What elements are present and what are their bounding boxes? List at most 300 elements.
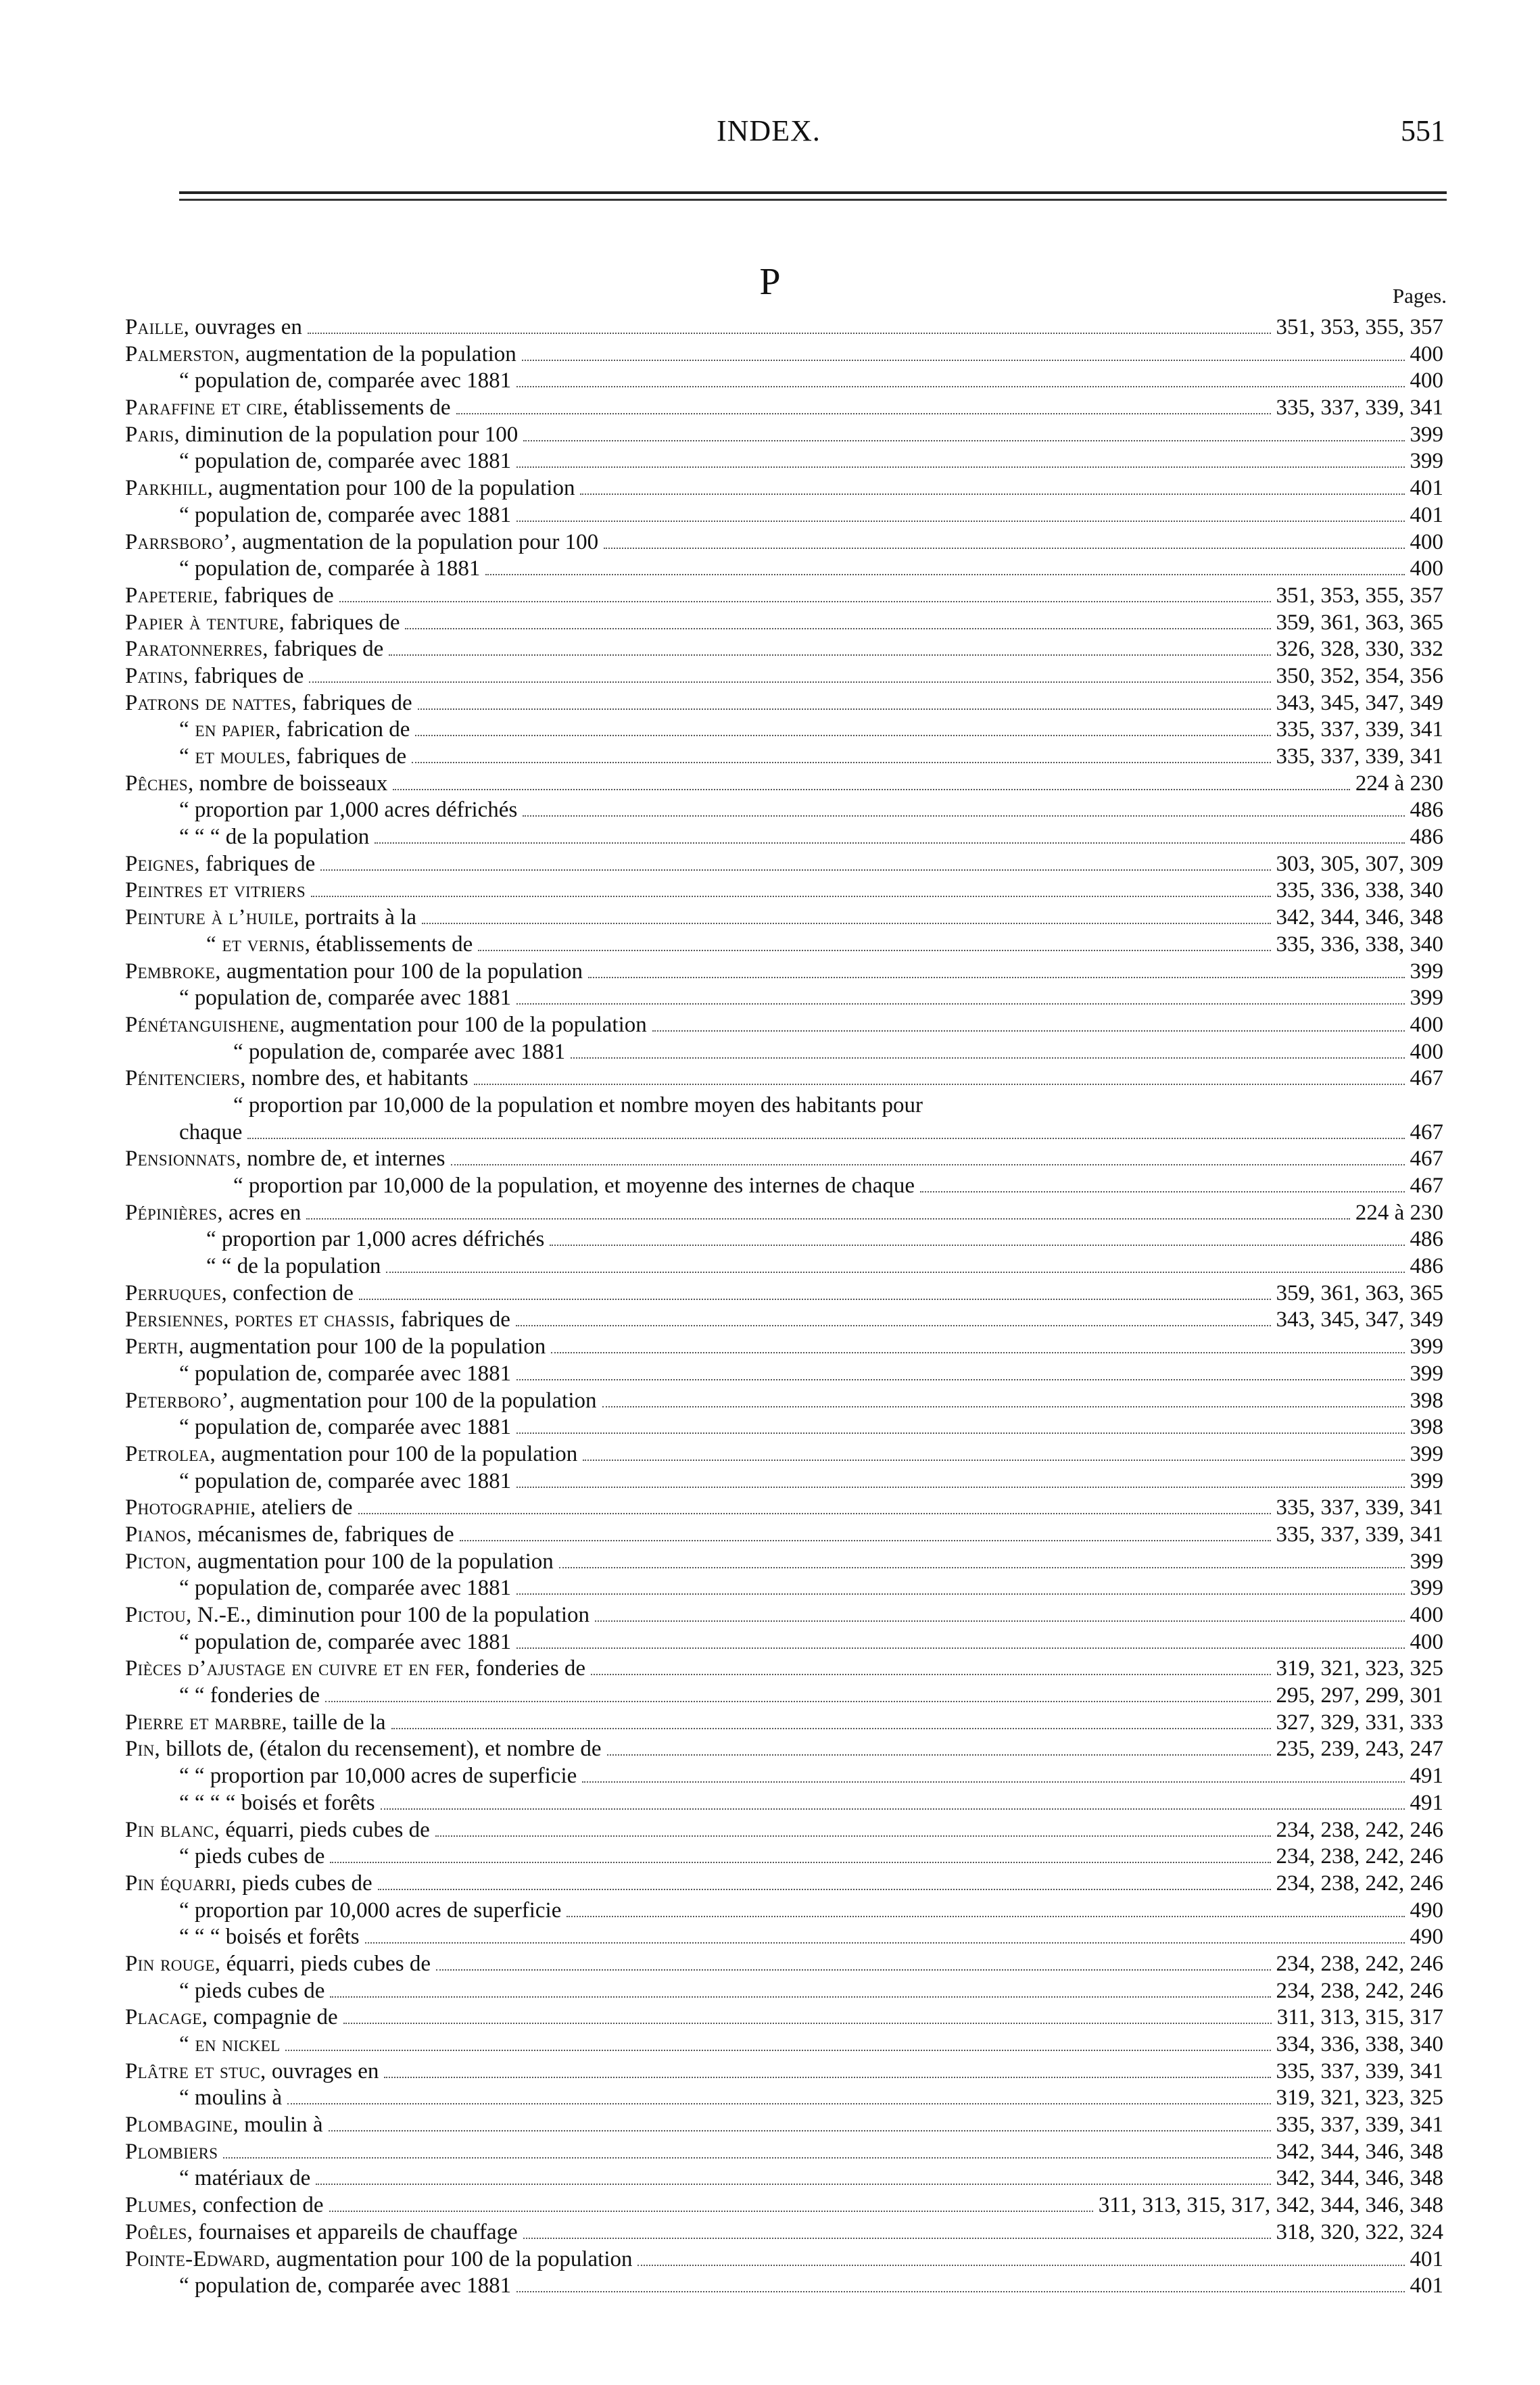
entry-pages: 399 bbox=[1410, 986, 1443, 1011]
dot-leader bbox=[516, 386, 1404, 387]
entry-heading: “ et vernis, bbox=[206, 932, 311, 957]
entry-text: “ population de, comparée avec 1881 bbox=[179, 449, 512, 474]
pages-column-label: Pages. bbox=[1392, 284, 1447, 308]
entry-pages: 234, 238, 242, 246 bbox=[1276, 1871, 1443, 1896]
index-entry bbox=[125, 1173, 1443, 1200]
entry-text: taille de la bbox=[293, 1710, 386, 1735]
index-entry bbox=[125, 1253, 1443, 1280]
index-entry bbox=[125, 2139, 1443, 2166]
index-entry bbox=[125, 1334, 1443, 1361]
entry-heading: Pêches, bbox=[125, 771, 194, 796]
index-entry bbox=[125, 985, 1443, 1012]
index-entry bbox=[125, 690, 1443, 717]
entry-pages: 335, 336, 338, 340 bbox=[1276, 932, 1443, 957]
entry-text: fournaises et appareils de chauffage bbox=[198, 2219, 518, 2244]
entry-heading: Placage, bbox=[125, 2005, 208, 2030]
dot-leader bbox=[418, 708, 1271, 710]
entry-pages: 467 bbox=[1410, 1147, 1443, 1172]
dot-leader bbox=[588, 977, 1405, 978]
page-title: INDEX. bbox=[717, 114, 821, 147]
entry-text: “ population de, comparée avec 1881 bbox=[179, 2273, 512, 2298]
entry-pages: 335, 337, 339, 341 bbox=[1276, 2113, 1443, 2138]
entry-heading: Peignes, bbox=[125, 851, 200, 876]
entry-text: augmentation de la population bbox=[245, 341, 516, 366]
index-entry bbox=[125, 824, 1443, 851]
entry-heading: Pensionnats, bbox=[125, 1147, 242, 1172]
index-entry bbox=[125, 1226, 1443, 1253]
index-entry bbox=[125, 1119, 1443, 1147]
entry-heading: Pianos, bbox=[125, 1522, 192, 1547]
entry-heading: Picton, bbox=[125, 1549, 192, 1574]
entry-heading: Paris, bbox=[125, 422, 180, 447]
entry-pages: 335, 337, 339, 341 bbox=[1276, 1522, 1443, 1547]
entry-pages: 334, 336, 338, 340 bbox=[1276, 2032, 1443, 2056]
entry-heading: Poêles, bbox=[125, 2219, 193, 2244]
entry-heading: Plombiers bbox=[125, 2139, 218, 2164]
entry-heading: Paraffine et cire, bbox=[125, 395, 289, 420]
entry-text: acres en bbox=[228, 1200, 302, 1225]
entry-pages: 399 bbox=[1410, 959, 1443, 984]
entry-text: portraits à la bbox=[305, 905, 416, 930]
entry-pages: 335, 337, 339, 341 bbox=[1276, 1495, 1443, 1520]
index-entry bbox=[125, 1092, 1443, 1119]
dot-leader bbox=[559, 1567, 1405, 1568]
entry-text: fabrication de bbox=[287, 717, 410, 742]
entry-heading: “ et moules, bbox=[179, 744, 291, 769]
entry-text: fabriques de bbox=[206, 851, 316, 876]
dot-leader bbox=[359, 1299, 1271, 1300]
entry-pages: 335, 336, 338, 340 bbox=[1276, 878, 1443, 903]
entry-pages: 335, 337, 339, 341 bbox=[1276, 395, 1443, 420]
entry-text: billots de, (étalon du recensement), et nombre de bbox=[166, 1737, 602, 1762]
index-entry bbox=[125, 1763, 1443, 1790]
dot-leader bbox=[381, 1808, 1405, 1810]
entry-heading: Papeterie, bbox=[125, 583, 219, 608]
entry-heading: Peintres et vitriers bbox=[125, 878, 306, 903]
dot-leader bbox=[311, 896, 1270, 897]
entry-pages: 399 bbox=[1410, 1576, 1443, 1601]
dot-leader bbox=[485, 574, 1404, 575]
index-entry bbox=[125, 717, 1443, 744]
index-entry bbox=[125, 2004, 1443, 2031]
index-entry bbox=[125, 1361, 1443, 1388]
entry-pages: 399 bbox=[1410, 1549, 1443, 1574]
entry-pages: 342, 344, 346, 348 bbox=[1276, 2139, 1443, 2164]
index-entry bbox=[125, 395, 1443, 422]
entry-text: “ moulins à bbox=[179, 2086, 283, 2111]
index-entry bbox=[125, 1790, 1443, 1817]
entry-heading: Perth, bbox=[125, 1334, 185, 1359]
entry-text: “ proportion par 10,000 de la population et nombre moyen des habitants pour bbox=[233, 1092, 923, 1117]
dot-leader bbox=[516, 1325, 1271, 1326]
index-entry bbox=[125, 1549, 1443, 1576]
index-entry bbox=[125, 610, 1443, 637]
entry-text: “ “ de la population bbox=[206, 1254, 381, 1279]
entry-text: “ “ “ de la population bbox=[179, 825, 370, 850]
entry-text: “ population de, comparée avec 1881 bbox=[233, 1039, 566, 1064]
entry-pages: 224 à 230 bbox=[1355, 771, 1443, 796]
entry-text: nombre de, et internes bbox=[247, 1147, 446, 1172]
index-entry bbox=[125, 1844, 1443, 1871]
dot-leader bbox=[330, 1996, 1270, 1998]
entry-heading: Perruques, bbox=[125, 1280, 228, 1305]
dot-leader bbox=[412, 762, 1270, 763]
entry-pages: 234, 238, 242, 246 bbox=[1276, 1817, 1443, 1842]
entry-text: augmentation pour 100 de la population bbox=[276, 2246, 633, 2271]
entry-text: pieds cubes de bbox=[242, 1871, 372, 1896]
entry-pages: 335, 337, 339, 341 bbox=[1276, 2058, 1443, 2083]
dot-leader bbox=[436, 1969, 1271, 1971]
index-entry bbox=[125, 2273, 1443, 2300]
index-entry bbox=[125, 1065, 1443, 1092]
entry-heading: Patrons de nattes, bbox=[125, 690, 297, 715]
entry-pages: 342, 344, 346, 348 bbox=[1276, 905, 1443, 930]
dot-leader bbox=[391, 1728, 1271, 1729]
dot-leader bbox=[595, 1620, 1405, 1622]
entry-heading: Pin blanc, bbox=[125, 1817, 220, 1842]
entry-pages: 351, 353, 355, 357 bbox=[1276, 315, 1443, 339]
entry-pages: 311, 313, 315, 317, 342, 344, 346, 348 bbox=[1098, 2193, 1443, 2218]
entry-text: diminution de la population pour 100 bbox=[185, 422, 519, 447]
entry-text: augmentation pour 100 de la population bbox=[226, 959, 583, 984]
entry-text: nombre des, et habitants bbox=[251, 1066, 468, 1091]
entry-heading: Pointe-Edward, bbox=[125, 2246, 271, 2271]
entry-heading: Palmerston, bbox=[125, 341, 241, 366]
entry-heading: Pépinières, bbox=[125, 1200, 223, 1225]
entry-pages: 491 bbox=[1410, 1790, 1443, 1815]
entry-text: fabriques de bbox=[290, 610, 400, 635]
entry-heading: Photographie, bbox=[125, 1495, 256, 1520]
entry-text: “ population de, comparée à 1881 bbox=[179, 556, 481, 581]
index-entry bbox=[125, 1951, 1443, 1978]
entry-pages: 401 bbox=[1410, 476, 1443, 501]
dot-leader bbox=[384, 2077, 1270, 2078]
entry-heading: Pictou, bbox=[125, 1603, 192, 1627]
dot-leader bbox=[456, 413, 1271, 414]
entry-heading: Pembroke, bbox=[125, 959, 221, 984]
entry-pages: 351, 353, 355, 357 bbox=[1276, 583, 1443, 608]
entry-pages: 400 bbox=[1410, 1603, 1443, 1627]
entry-text: N.-E., diminution pour 100 de la population bbox=[197, 1603, 589, 1627]
dot-leader bbox=[637, 2265, 1404, 2266]
dot-leader bbox=[583, 1460, 1404, 1461]
section-letter: P bbox=[759, 261, 781, 303]
index-entry bbox=[125, 1441, 1443, 1468]
entry-pages: 319, 321, 323, 325 bbox=[1276, 1656, 1443, 1681]
index-entry bbox=[125, 475, 1443, 502]
dot-leader bbox=[415, 735, 1270, 736]
dot-leader bbox=[523, 440, 1404, 441]
entry-pages: 235, 239, 243, 247 bbox=[1276, 1737, 1443, 1762]
index-entry bbox=[125, 771, 1443, 798]
dot-leader bbox=[516, 1647, 1404, 1649]
index-entry bbox=[125, 1602, 1443, 1629]
entry-text: confection de bbox=[202, 2193, 324, 2218]
entry-pages: 234, 238, 242, 246 bbox=[1276, 1844, 1443, 1869]
entry-text: augmentation pour 100 de la population bbox=[189, 1334, 546, 1359]
entry-text: fabriques de bbox=[296, 744, 407, 769]
index-entry bbox=[125, 1012, 1443, 1039]
entry-text: fabriques de bbox=[194, 663, 304, 688]
entry-text: nombre de boisseaux bbox=[199, 771, 388, 796]
index-entry bbox=[125, 368, 1443, 395]
dot-leader bbox=[308, 333, 1271, 334]
dot-leader bbox=[516, 1379, 1404, 1380]
entry-heading: Plumes, bbox=[125, 2193, 197, 2218]
dot-leader bbox=[607, 1754, 1271, 1756]
entry-pages: 342, 344, 346, 348 bbox=[1276, 2166, 1443, 2191]
entry-pages: 398 bbox=[1410, 1415, 1443, 1440]
header-rule bbox=[179, 199, 1447, 201]
dot-leader bbox=[339, 601, 1271, 602]
entry-heading: Petrolea, bbox=[125, 1441, 216, 1466]
entry-pages: 400 bbox=[1410, 1039, 1443, 1064]
entry-text: moulin à bbox=[244, 2113, 323, 2138]
page-number: 551 bbox=[1401, 114, 1445, 147]
entry-text: “ population de, comparée avec 1881 bbox=[179, 1415, 512, 1440]
entry-pages: 311, 313, 315, 317 bbox=[1276, 2005, 1443, 2030]
entry-text: augmentation pour 100 de la population bbox=[240, 1388, 597, 1413]
entry-text: augmentation pour 100 de la population bbox=[221, 1441, 578, 1466]
entry-text: “ “ proportion par 10,000 acres de superficie bbox=[179, 1764, 577, 1789]
dot-leader bbox=[435, 1835, 1271, 1837]
entry-text: équarri, pieds cubes de bbox=[225, 1817, 430, 1842]
entry-pages: 399 bbox=[1410, 422, 1443, 447]
entry-heading: Pénétanguishene, bbox=[125, 1012, 285, 1037]
dot-leader bbox=[523, 2238, 1271, 2239]
dot-leader bbox=[405, 628, 1270, 629]
entry-pages: 400 bbox=[1410, 341, 1443, 366]
dot-leader bbox=[223, 2157, 1270, 2159]
entry-heading: Plombagine, bbox=[125, 2113, 239, 2138]
entry-heading: Peterboro’, bbox=[125, 1388, 235, 1413]
entry-pages: 490 bbox=[1410, 1925, 1443, 1950]
dot-leader bbox=[478, 950, 1270, 951]
index-entry bbox=[125, 1414, 1443, 1441]
index-entry bbox=[125, 422, 1443, 449]
dot-leader bbox=[375, 842, 1404, 844]
entry-heading: Pin équarri, bbox=[125, 1871, 237, 1896]
dot-leader bbox=[460, 1540, 1271, 1541]
dot-leader bbox=[343, 2023, 1272, 2024]
index-entry bbox=[125, 663, 1443, 690]
entry-pages: 491 bbox=[1410, 1764, 1443, 1789]
entry-text: mécanismes de, fabriques de bbox=[197, 1522, 454, 1547]
dot-leader bbox=[358, 1513, 1271, 1514]
index-entry bbox=[125, 502, 1443, 529]
entry-text: fabriques de bbox=[302, 690, 412, 715]
entry-pages: 399 bbox=[1410, 1441, 1443, 1466]
index-entry bbox=[125, 797, 1443, 824]
dot-leader bbox=[330, 1862, 1270, 1863]
index-entry bbox=[125, 1280, 1443, 1307]
entry-heading: Patins, bbox=[125, 663, 189, 688]
entry-text: fonderies de bbox=[475, 1656, 586, 1681]
entry-text: fabriques de bbox=[400, 1307, 510, 1332]
dot-leader bbox=[516, 1593, 1404, 1595]
dot-leader bbox=[567, 1916, 1404, 1917]
dot-leader bbox=[523, 815, 1404, 817]
index-entry bbox=[125, 1495, 1443, 1522]
index-entry bbox=[125, 2112, 1443, 2139]
entry-text: fabriques de bbox=[224, 583, 334, 608]
dot-leader bbox=[652, 1030, 1405, 1032]
entry-pages: 486 bbox=[1410, 825, 1443, 850]
index-entry bbox=[125, 448, 1443, 475]
entry-text: établissements de bbox=[293, 395, 451, 420]
index-entries bbox=[125, 314, 1443, 2300]
dot-leader bbox=[316, 2184, 1270, 2185]
index-entry bbox=[125, 2058, 1443, 2086]
entry-pages: 400 bbox=[1410, 1012, 1443, 1037]
index-entry bbox=[125, 1656, 1443, 1683]
index-entry bbox=[125, 1146, 1443, 1173]
index-entry bbox=[125, 2219, 1443, 2246]
dot-leader bbox=[516, 2291, 1404, 2292]
header-rule bbox=[179, 191, 1447, 194]
entry-pages: 401 bbox=[1410, 2246, 1443, 2271]
entry-text: fabriques de bbox=[274, 637, 384, 662]
entry-pages: 400 bbox=[1410, 368, 1443, 393]
entry-heading: “ en papier, bbox=[179, 717, 281, 742]
entry-text: compagnie de bbox=[213, 2005, 338, 2030]
index-entry bbox=[125, 636, 1443, 663]
entry-pages: 398 bbox=[1410, 1388, 1443, 1413]
dot-leader bbox=[422, 923, 1271, 924]
entry-pages: 359, 361, 363, 365 bbox=[1276, 1280, 1443, 1305]
entry-text: augmentation pour 100 de la population bbox=[290, 1012, 647, 1037]
index-entry bbox=[125, 1200, 1443, 1227]
entry-pages: 327, 329, 331, 333 bbox=[1276, 1710, 1443, 1735]
entry-pages: 234, 238, 242, 246 bbox=[1276, 1951, 1443, 1976]
dot-leader bbox=[320, 869, 1270, 871]
dot-leader bbox=[451, 1164, 1405, 1165]
index-entry bbox=[125, 1924, 1443, 1951]
entry-pages: 399 bbox=[1410, 1361, 1443, 1386]
entry-pages: 335, 337, 339, 341 bbox=[1276, 744, 1443, 769]
entry-pages: 467 bbox=[1410, 1066, 1443, 1091]
entry-heading: Papier à tenture, bbox=[125, 610, 285, 635]
dot-leader bbox=[393, 789, 1349, 790]
entry-text: ouvrages en bbox=[195, 315, 302, 339]
index-entry bbox=[125, 1629, 1443, 1656]
entry-text: “ proportion par 1,000 acres défrichés bbox=[179, 798, 518, 823]
entry-pages: 400 bbox=[1410, 556, 1443, 581]
dot-leader bbox=[516, 521, 1404, 522]
entry-text: “ proportion par 10,000 de la population, et moyenne des internes de chaque bbox=[233, 1174, 915, 1198]
entry-heading: Plâtre et stuc, bbox=[125, 2058, 266, 2083]
entry-pages: 401 bbox=[1410, 502, 1443, 527]
dot-leader bbox=[309, 681, 1270, 683]
entry-text: “ “ “ “ boisés et forêts bbox=[179, 1790, 375, 1815]
index-entry bbox=[125, 2246, 1443, 2273]
entry-heading: Pin rouge, bbox=[125, 1951, 221, 1976]
dot-leader bbox=[378, 1889, 1271, 1890]
index-entry bbox=[125, 556, 1443, 583]
entry-heading: Parrsboro’, bbox=[125, 529, 237, 554]
entry-pages: 486 bbox=[1410, 1227, 1443, 1252]
entry-pages: 486 bbox=[1410, 1254, 1443, 1279]
dot-leader bbox=[516, 1003, 1404, 1005]
entry-pages: 319, 321, 323, 325 bbox=[1276, 2086, 1443, 2111]
entry-text: augmentation de la population pour 100 bbox=[242, 529, 599, 554]
dot-leader bbox=[516, 1432, 1404, 1434]
entry-text: ouvrages en bbox=[271, 2058, 379, 2083]
entry-heading: Paratonnerres, bbox=[125, 637, 268, 662]
dot-leader bbox=[582, 1781, 1404, 1783]
entry-text: “ pieds cubes de bbox=[179, 1844, 325, 1869]
entry-pages: 490 bbox=[1410, 1898, 1443, 1923]
entry-pages: 303, 305, 307, 309 bbox=[1276, 851, 1443, 876]
entry-heading: Pin, bbox=[125, 1737, 161, 1762]
index-entry bbox=[125, 1307, 1443, 1334]
index-entry bbox=[125, 2031, 1443, 2058]
dot-leader bbox=[580, 493, 1404, 495]
entry-pages: 224 à 230 bbox=[1355, 1200, 1443, 1225]
index-entry bbox=[125, 1388, 1443, 1415]
dot-leader bbox=[389, 654, 1270, 656]
entry-text: “ population de, comparée avec 1881 bbox=[179, 368, 512, 393]
entry-text: “ “ fonderies de bbox=[179, 1683, 320, 1708]
entry-text: “ population de, comparée avec 1881 bbox=[179, 502, 512, 527]
entry-text: chaque bbox=[179, 1119, 243, 1145]
dot-leader bbox=[920, 1191, 1404, 1192]
entry-text: “ proportion par 1,000 acres défrichés bbox=[206, 1227, 545, 1252]
entry-pages: 335, 337, 339, 341 bbox=[1276, 717, 1443, 742]
entry-heading: Persiennes, portes et chassis, bbox=[125, 1307, 395, 1332]
entry-heading: Paille, bbox=[125, 315, 190, 339]
entry-text: augmentation pour 100 de la population bbox=[197, 1549, 554, 1574]
entry-text: confection de bbox=[233, 1280, 354, 1305]
entry-text: équarri, pieds cubes de bbox=[226, 1951, 431, 1976]
entry-heading: Parkhill, bbox=[125, 476, 214, 501]
index-entry bbox=[125, 959, 1443, 986]
dot-leader bbox=[591, 1674, 1270, 1675]
index-entry bbox=[125, 1978, 1443, 2005]
entry-pages: 467 bbox=[1410, 1119, 1443, 1145]
entry-text: augmentation pour 100 de la population bbox=[218, 476, 575, 501]
index-entry bbox=[125, 851, 1443, 878]
entry-pages: 343, 345, 347, 349 bbox=[1276, 1307, 1443, 1332]
entry-pages: 234, 238, 242, 246 bbox=[1276, 1978, 1443, 2003]
entry-heading: Peinture à l’huile, bbox=[125, 905, 299, 930]
entry-heading: Pierre et marbre, bbox=[125, 1710, 287, 1735]
index-entry bbox=[125, 2165, 1443, 2192]
entry-text: “ population de, comparée avec 1881 bbox=[179, 1361, 512, 1386]
index-entry bbox=[125, 1898, 1443, 1925]
entry-heading: Pénitenciers, bbox=[125, 1066, 246, 1091]
entry-pages: 359, 361, 363, 365 bbox=[1276, 610, 1443, 635]
entry-text: “ proportion par 10,000 acres de superficie bbox=[179, 1898, 562, 1923]
dot-leader bbox=[516, 466, 1404, 468]
entry-text: “ matériaux de bbox=[179, 2166, 311, 2191]
entry-pages: 400 bbox=[1410, 1629, 1443, 1654]
index-entry bbox=[125, 529, 1443, 556]
index-entry bbox=[125, 341, 1443, 368]
dot-leader bbox=[247, 1138, 1404, 1139]
entry-heading: “ en nickel bbox=[179, 2032, 281, 2056]
dot-leader bbox=[474, 1084, 1405, 1085]
index-entry bbox=[125, 932, 1443, 959]
entry-text: “ population de, comparée avec 1881 bbox=[179, 986, 512, 1011]
dot-leader bbox=[287, 2103, 1270, 2104]
entry-pages: 343, 345, 347, 349 bbox=[1276, 690, 1443, 715]
dot-leader bbox=[604, 548, 1404, 549]
index-entry bbox=[125, 1468, 1443, 1495]
index-entry bbox=[125, 1817, 1443, 1844]
dot-leader bbox=[386, 1272, 1404, 1273]
entry-pages: 399 bbox=[1410, 1334, 1443, 1359]
